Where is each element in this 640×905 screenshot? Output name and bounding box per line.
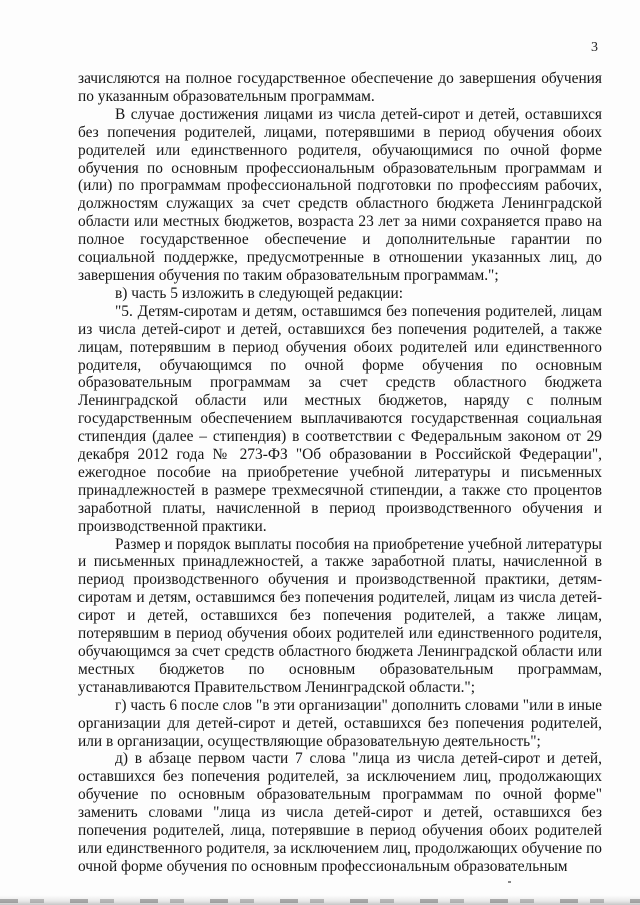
paragraph-item-g: г) часть 6 после слов "в эти организации" дополнить словами "или в иные организации для детей-сирот и детей, оставшихся без попечения родителей, или в организации, осуществляющие образовательную деятельность"; bbox=[78, 696, 602, 750]
scan-speck bbox=[508, 881, 511, 883]
document-body bbox=[78, 70, 602, 876]
scan-bottom-artifacts bbox=[0, 899, 640, 903]
paragraph-continuation: зачисляются на полное государственное обеспечение до завершения обучения по указанным образовательным программам. bbox=[78, 70, 602, 105]
paragraph-item-d: д) в абзаце первом части 7 слова "лица из числа детей-сирот и детей, оставшихся без попечения родителей, за исключением лиц, продолжающих обучение по основным образовательным программам по очной форме" заменить словами "лица из числа детей-сирот и детей, оставшихся без попечения родителей, лица, потерявшие в период обучения обоих родителей или единственного родителя, за исключением лиц, продолжающих обучение по очной форме обучения по основным профессиональным образовательным bbox=[78, 750, 602, 875]
page-number: 3 bbox=[591, 40, 598, 55]
paragraph-part-5: "5. Детям-сиротам и детям, оставшимся без попечения родителей, лицам из числа детей-сирот и детей, оставшихся без попечения родителей, а также лицам, потерявшим в период обучения обоих родителей или единственного родителя, обучающимся по очной форме обучения по основным образовательным программам за счет средств областного бюджета Ленинградской области или местных бюджетов, наряду с полным государственным обеспечением выплачиваются государственная социальная стипендия (далее – стипендия) в соответствии с Федеральным законом от 29 декабря 2012 года № 273-ФЗ "Об образовании в Российской Федерации", ежегодное пособие на приобретение учебной литературы и письменных принадлежностей в размере трехмесячной стипендии, а также сто процентов заработной платы, начисленной в период производственного обучения и производственной практики. bbox=[78, 302, 602, 535]
paragraph-payment-order: Размер и порядок выплаты пособия на приобретение учебной литературы и письменных принадлежностей, а также заработной платы, начисленной в период производственного обучения и производственной практики, детям-сиротам и детям, оставшимся без попечения родителей, лицам из числа детей-сирот и детей, оставшихся без попечения родителей, а также лицам, потерявшим в период обучения обоих родителей или единственного родителя, обучающимся за счет средств областного бюджета Ленинградской области или местных бюджетов по основным образовательным программам, устанавливаются Правительством Ленинградской области."; bbox=[78, 535, 602, 696]
paragraph-item-v: в) часть 5 изложить в следующей редакции: bbox=[115, 284, 404, 302]
paragraph-age-23-guarantee: В случае достижения лицами из числа детей-сирот и детей, оставшихся без попечения родителей, лицами, потерявшими в период обучения обоих родителей или единственного родителя, обучающимися по очной форме обучения по основным профессиональным образовательным программам и (или) по программам профессиональной подготовки по профессиям рабочих, должностям служащих за счет средств областного бюджета Ленинградской области или местных бюджетов, возраста 23 лет за ними сохраняется право на полное государственное обеспечение и дополнительные гарантии по социальной поддержке, предусмотренные в отношении указанных лиц, до завершения обучения по таким образовательным программам."; bbox=[78, 105, 602, 284]
